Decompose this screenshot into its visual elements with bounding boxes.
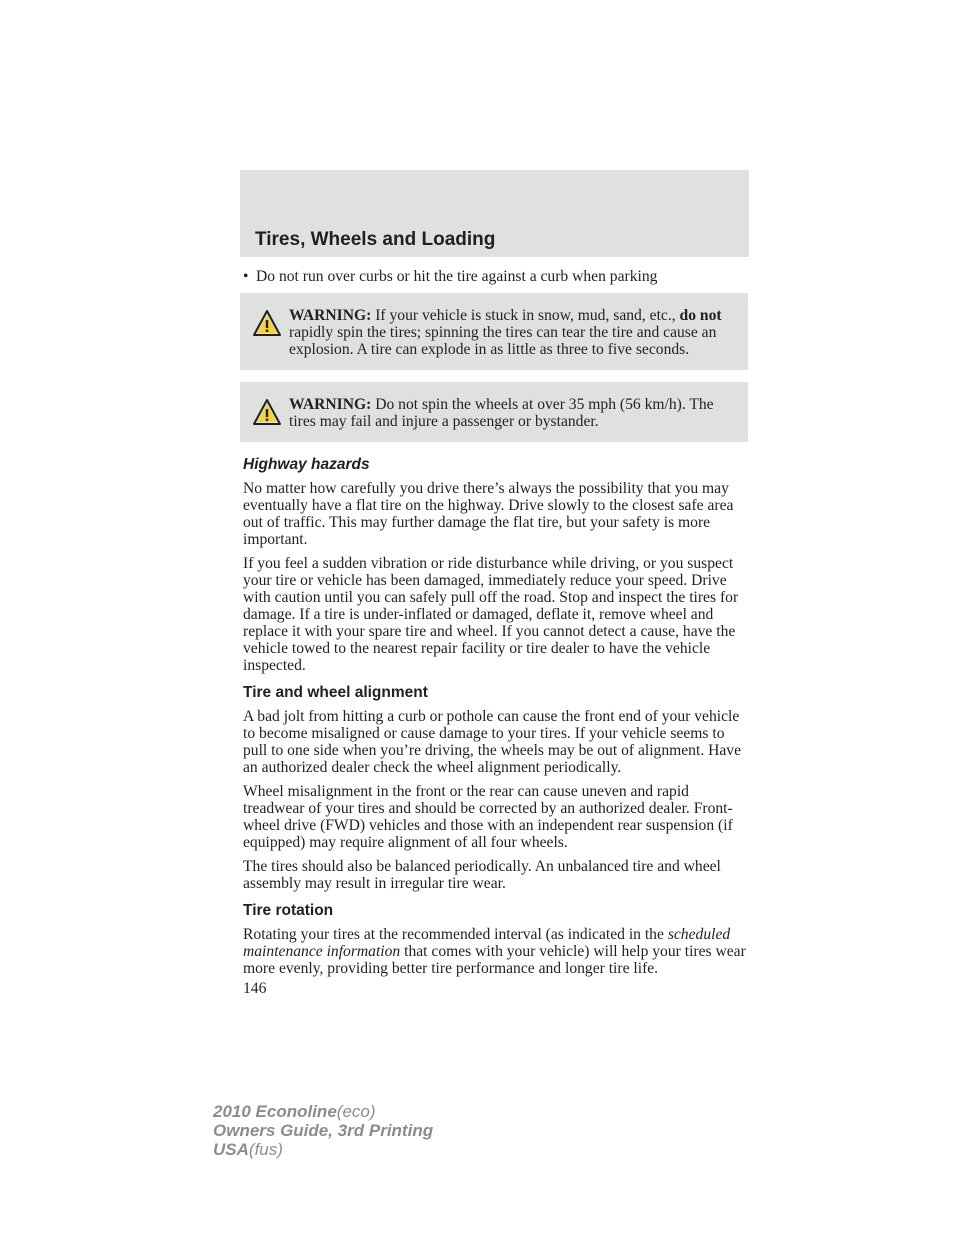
footer-market-code: (fus) [248, 1140, 283, 1159]
warning-text: If your vehicle is stuck in snow, mud, sand, etc., [375, 307, 676, 324]
section-title: Tires, Wheels and Loading [255, 229, 496, 250]
page-number: 146 [243, 980, 267, 997]
footer-guide: Owners Guide, 3rd Printing [213, 1121, 434, 1140]
paragraph: A bad jolt from hitting a curb or pothole can cause the front end of your vehicle to become misaligned or cause damage to your tires. If your vehicle seems to pull to one side when you’re driving, the wheels may be out of alignment. Have an authorized dealer check the wheel alignment periodically. [243, 708, 742, 776]
paragraph: Wheel misalignment in the front or the rear can cause uneven and rapid treadwear of your tires and should be corrected by an authorized dealer. Front-wheel drive (FWD) vehicles and those with an independent rear suspension (if equipped) may require alignment of all four wheels. [243, 783, 733, 851]
warning-emphasis: do not [679, 307, 722, 324]
warning-text: Do not spin the wheels at over 35 mph (56 km/h). The tires may fail and injure a passenger or bystander. [289, 396, 714, 430]
paragraph: The tires should also be balanced periodically. An unbalanced tire and wheel assembly may result in irregular tire wear. [243, 858, 721, 892]
paragraph: No matter how carefully you drive there’s always the possibility that you may eventually have a flat tire on the highway. Drive slowly to the closest safe area out of traffic. This may further damage the flat tire, but your safety is more important. [243, 480, 734, 548]
page-content [243, 268, 748, 997]
paragraph-text-continued: that comes with your vehicle) will help your tires wear more evenly, providing better tire performance and longer tire life. [243, 943, 746, 977]
paragraph: If you feel a sudden vibration or ride disturbance while driving, or you suspect your tire or vehicle has been damaged, immediately reduce your speed. Drive with caution until you can safely pull off the road. Stop and inspect the tires for damage. If a tire is under-inflated or damaged, deflate it, remove wheel and replace it with your spare tire and wheel. If you cannot detect a cause, have the vehicle towed to the nearest repair facility or tire dealer to have the vehicle inspected. [243, 555, 739, 674]
bullet-icon: • [243, 268, 249, 285]
subheading-highway-hazards: Highway hazards [243, 456, 370, 473]
bullet-text: Do not run over curbs or hit the tire against a curb when parking [256, 268, 658, 285]
warning-box-2 [240, 382, 748, 442]
paragraph-italic: scheduled maintenance information [243, 926, 731, 960]
warning-label: WARNING: [289, 307, 372, 324]
footer [213, 1102, 433, 1159]
subheading-tire-rotation: Tire rotation [243, 902, 334, 919]
footer-model-code: (eco) [336, 1102, 376, 1121]
subheading-alignment: Tire and wheel alignment [243, 684, 428, 701]
warning-label: WARNING: [289, 396, 372, 413]
warning-triangle-icon [252, 398, 282, 426]
bullet-item [243, 268, 748, 285]
warning-triangle-icon [252, 309, 282, 337]
footer-market: USA [213, 1140, 249, 1159]
warning-text-continued: rapidly spin the tires; spinning the tires can tear the tire and cause an explosion. A tire can explode in as little as three to five seconds. [289, 324, 717, 358]
paragraph [243, 926, 748, 977]
warning-box-1 [240, 293, 748, 370]
paragraph-text: Rotating your tires at the recommended interval (as indicated in the [243, 926, 664, 943]
footer-model: 2010 Econoline [213, 1102, 337, 1121]
